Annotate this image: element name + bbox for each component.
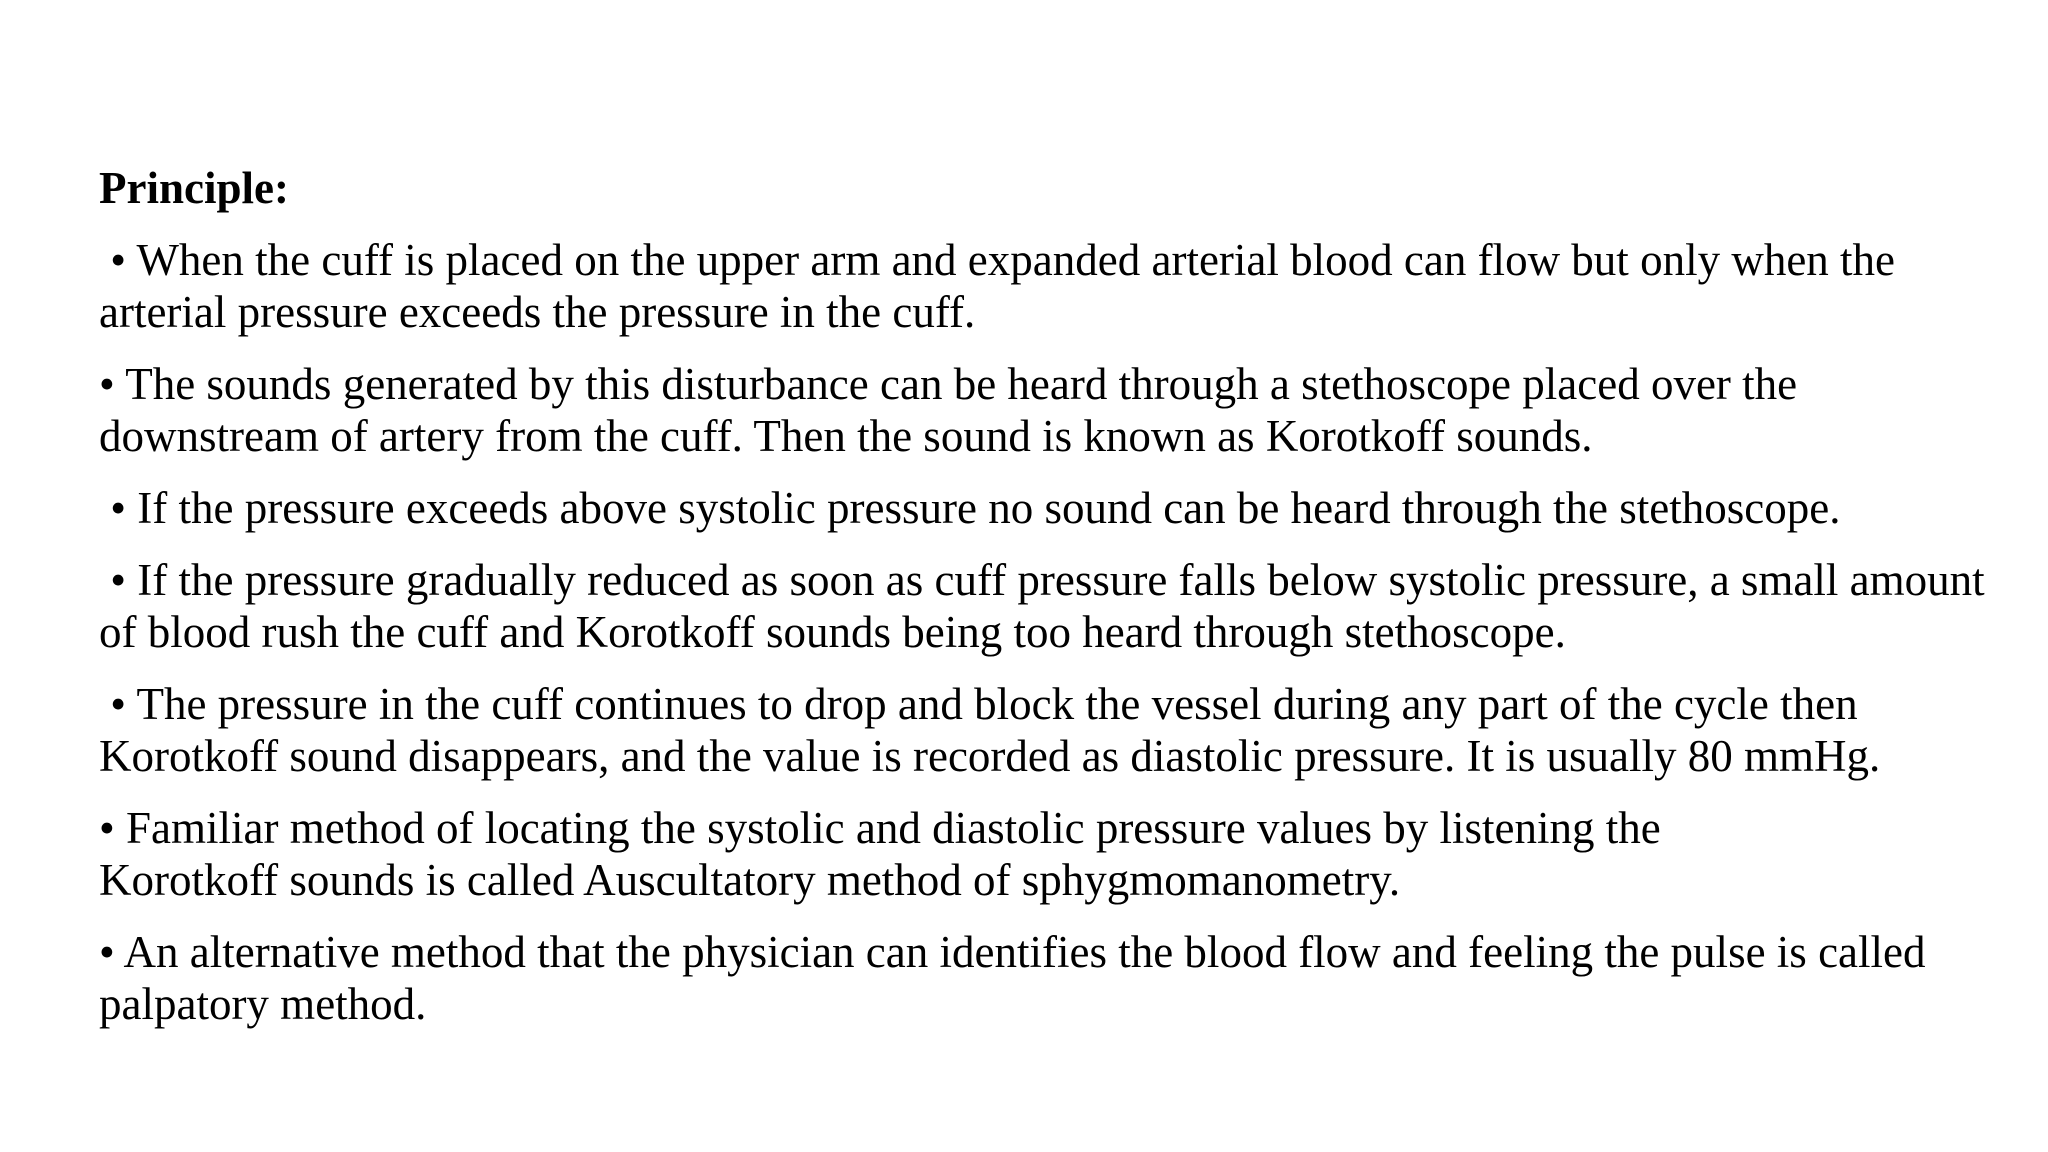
bullet-item	[99, 678, 1979, 782]
bullet-item	[99, 358, 1969, 462]
bullet-text: The pressure in the cuff continues to drop and block the vessel during any part of the cycle then Korotkoff sound disappears, and the value is recorded as diastolic pressure. It is usually 80 mmHg.	[99, 679, 1881, 781]
bullet-text: Familiar method of locating the systolic and diastolic pressure values by listening the Korotkoff sounds is called Auscultatory method of sphygmomanometry.	[99, 803, 1661, 905]
bullet-marker: •	[99, 235, 137, 285]
bullet-marker: •	[99, 359, 126, 409]
bullet-marker: •	[99, 483, 138, 533]
bullet-text: An alternative method that the physician can identifies the blood flow and feeling the pulse is called palpatory method.	[99, 927, 1926, 1029]
bullet-text: If the pressure exceeds above systolic pressure no sound can be heard through the stethoscope.	[137, 483, 1841, 533]
bullet-marker: •	[99, 555, 138, 605]
bullet-item	[99, 482, 2019, 534]
bullet-marker: •	[99, 927, 124, 977]
bullet-marker: •	[99, 803, 127, 853]
bullet-marker: •	[99, 679, 137, 729]
bullet-text: The sounds generated by this disturbance can be heard through a stethoscope placed over the downstream of artery from the cuff. Then the sound is known as Korotkoff sounds.	[99, 359, 1798, 461]
bullet-text: When the cuff is placed on the upper arm and expanded arterial blood can flow but only when the arterial pressure exceeds the pressure in the cuff.	[99, 235, 1896, 337]
slide-content	[99, 162, 2019, 1050]
slide-heading: Principle:	[99, 163, 289, 213]
bullet-item	[99, 926, 1979, 1030]
bullet-item	[99, 234, 1979, 338]
bullet-item	[99, 802, 1849, 906]
bullet-text: If the pressure gradually reduced as soon as cuff pressure falls below systolic pressure, a small amount of blood rush the cuff and Korotkoff sounds being too heard through stethoscope.	[99, 555, 1985, 657]
bullet-item	[99, 554, 1989, 658]
